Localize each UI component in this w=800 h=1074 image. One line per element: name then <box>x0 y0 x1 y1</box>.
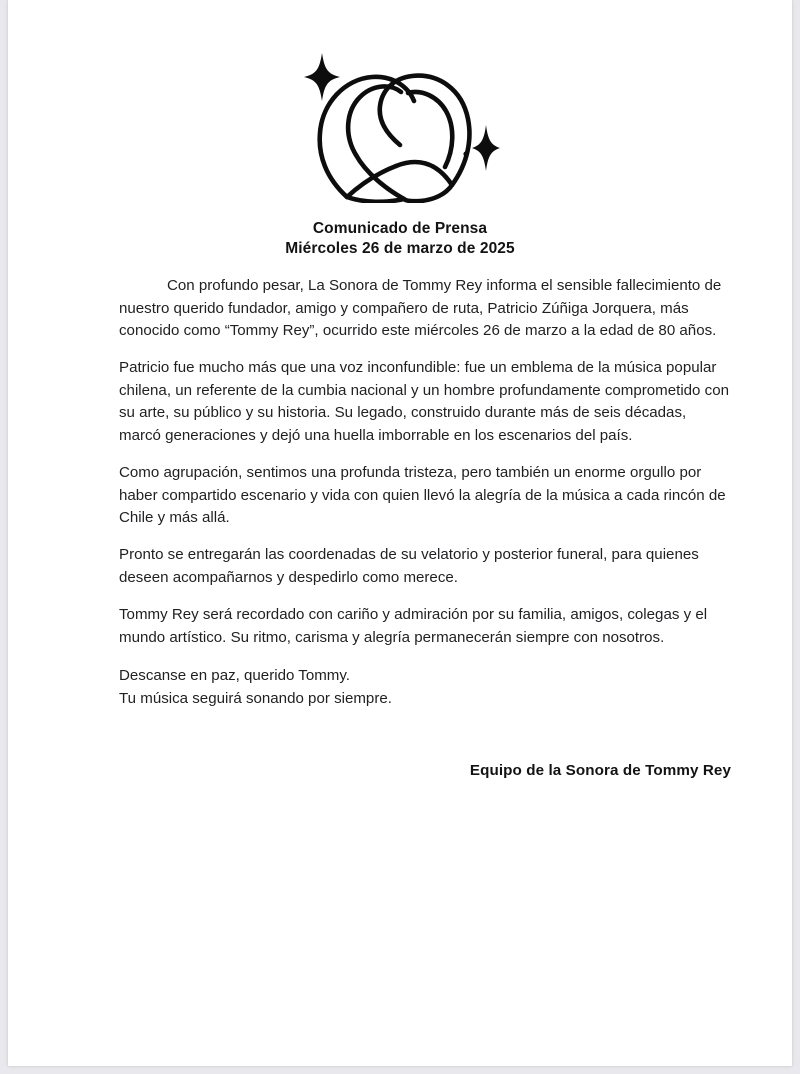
paragraph-5: Tommy Rey será recordado con cariño y admiración por su familia, amigos, colegas y el mundo artístico. Su ritmo, carisma y alegría permanecerán siempre con nosotros. <box>119 606 708 646</box>
page-content <box>8 0 792 1066</box>
heading-title: Comunicado de Prensa <box>312 220 488 237</box>
document-body <box>119 275 731 711</box>
closing-line-1: Descanse en paz, querido Tommy. <box>119 667 350 685</box>
paragraph-4: Pronto se entregarán las coordenadas de su velatorio y posterior funeral, para quienes deseen acompañarnos y despedirlo como merece. <box>119 546 699 587</box>
paragraph-2: Patricio fue mucho más que una voz inconfundible: fue un emblema de la música popular chilena, un referente de la cumbia nacional y un hombre profundamente comprometido con su arte, su público y su historia. Su legado, construido durante más de seis décadas, marcó generaciones y dejó una huella imborrable en los escenarios del país. <box>119 359 729 445</box>
awareness-ribbon-with-sparkles-icon <box>300 51 500 203</box>
signature: Equipo de la Sonora de Tommy Rey <box>469 762 731 779</box>
sparkle-right-icon <box>472 125 500 171</box>
press-release-page <box>8 0 792 1066</box>
heading-date: Miércoles 26 de marzo de 2025 <box>285 239 515 257</box>
paragraph-3: Como agrupación, sentimos una profunda tristeza, pero también un enorme orgullo por haber compartido escenario y vida con quien llevó la alegría de la música a cada rincón de Chile y más allá. <box>119 464 726 527</box>
ribbon-logo <box>8 42 792 212</box>
document-heading <box>8 219 792 258</box>
dot-accent-icon <box>463 151 468 156</box>
paragraph-1: Con profundo pesar, La Sonora de Tommy Rey informa el sensible fallecimiento de nuestro querido fundador, amigo y compañero de ruta, Patricio Zúñiga Jorquera, más conocido como “Tommy Rey”, ocurrido este miércoles 26 de marzo a la edad de 80 años. <box>119 277 722 340</box>
closing-line-2: Tu música seguirá sonando por siempre. <box>119 689 392 707</box>
